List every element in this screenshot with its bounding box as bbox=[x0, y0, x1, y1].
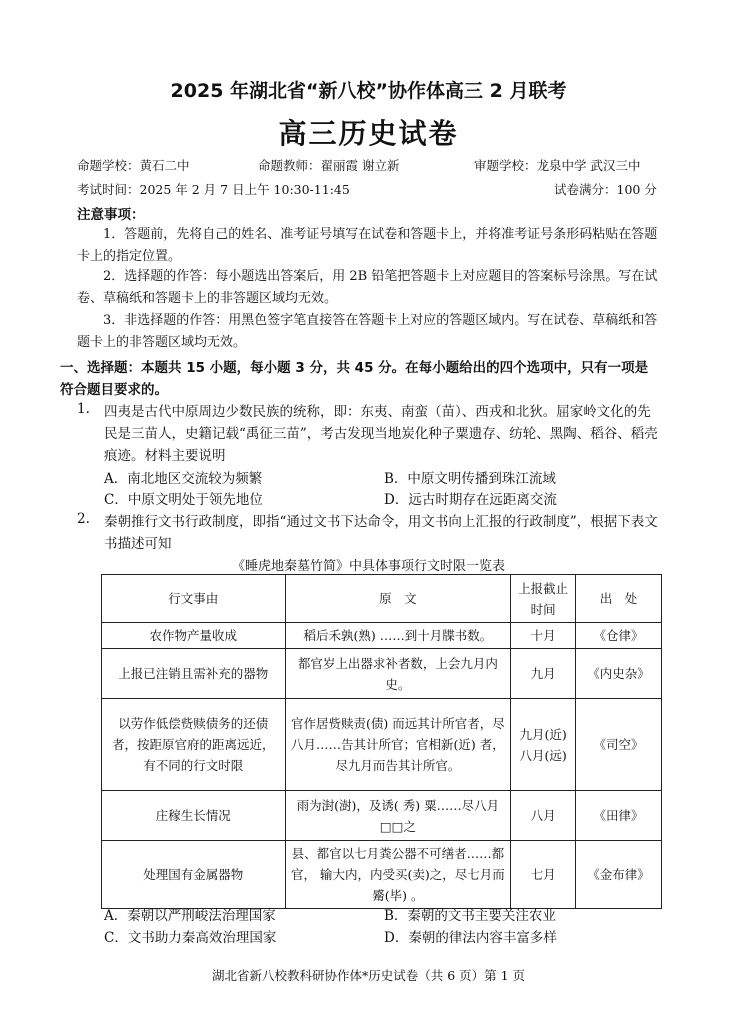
meta-teacher: 命题教师：翟丽霞 谢立新 bbox=[258, 158, 400, 173]
notes-heading: 注意事项： bbox=[77, 207, 145, 223]
meta-school: 命题学校：黄石二中 bbox=[77, 158, 190, 173]
option-a[interactable]: A．南北地区交流较为频繁 bbox=[104, 471, 263, 487]
question-stem: 四夷是古代中原周边少数民族的统称，即：东夷、南蛮（苗）、西戎和北狄。屈家岭文化的先民是三苗人，史籍记载“禹征三苗”，考古发现当地炭化种子粟遗存、纺轮、黑陶、稻谷、稻壳痕迹。材料主要说明 bbox=[104, 404, 658, 464]
section-heading: 一、选择题：本题共 15 小题，每小题 3 分，共 45 分。在每小题给出的四个选项中，只有一项是符合题目要求的。 bbox=[60, 360, 649, 398]
table-cell: 七月 bbox=[511, 841, 576, 909]
table-cell: 庄稼生长情况 bbox=[102, 791, 286, 841]
table-row bbox=[102, 649, 662, 699]
table-cell: 《司空》 bbox=[576, 699, 662, 791]
table-row bbox=[102, 841, 662, 909]
table-cell: 十月 bbox=[511, 623, 576, 649]
table-header: 出 处 bbox=[576, 575, 662, 623]
option-d[interactable]: D．秦朝的律法内容丰富多样 bbox=[384, 930, 557, 946]
note-item: 3．非选择题的作答：用黑色签字笔直接答在答题卡上对应的答题区域内。写在试卷、草稿纸和答题卡上的非答题区域均无效。 bbox=[77, 313, 658, 350]
table-cell: 九月 bbox=[511, 649, 576, 699]
document-table bbox=[101, 574, 662, 909]
question-number: 2. bbox=[77, 511, 90, 527]
table-header: 上报截止时间 bbox=[511, 575, 576, 623]
table-cell: 以劳作低偿赀赎债务的还债者，按距原官府的距离远近，有不同的行文时限 bbox=[102, 699, 286, 791]
meta-review: 审题学校：龙泉中学 武汉三中 bbox=[474, 158, 641, 173]
option-c[interactable]: C．中原文明处于领先地位 bbox=[104, 492, 263, 508]
table-cell: 《田律》 bbox=[576, 791, 662, 841]
exam-title: 2025 年湖北省“新八校”协作体高三 2 月联考 bbox=[170, 80, 567, 102]
table-cell: 上报已注销且需补充的器物 bbox=[102, 649, 286, 699]
option-c[interactable]: C．文书助力秦高效治理国家 bbox=[104, 930, 277, 946]
note-item: 2．选择题的作答：每小题选出答案后，用 2B 铅笔把答题卡上对应题目的答案标号涂黑。写在试卷、草稿纸和答题卡上的非答题区域均无效。 bbox=[77, 269, 658, 306]
question-stem: 秦朝推行文书行政制度，即指“通过文书下达命令，用文书向上汇报的行政制度”，根据下表文书描述可知 bbox=[104, 514, 658, 552]
table-cell: 九月(近)八月(远) bbox=[511, 699, 576, 791]
table-caption: 《睡虎地秦墓竹简》中具体事项行文时限一览表 bbox=[231, 559, 505, 574]
table-cell: 《仓律》 bbox=[576, 623, 662, 649]
option-d[interactable]: D．远古时期存在远距离交流 bbox=[384, 492, 557, 508]
table-header-row bbox=[102, 575, 662, 623]
option-b[interactable]: B．中原文明传播到珠江流域 bbox=[384, 471, 556, 487]
table-cell: 处理国有金属器物 bbox=[102, 841, 286, 909]
table-cell: 《内史杂》 bbox=[576, 649, 662, 699]
table-cell: 官作居赀赎责(债) 而远其计所官者，尽八月……告其计所官；官相新(近) 者， 尽九月而告其计所官。 bbox=[285, 699, 511, 791]
table-header: 原 文 bbox=[285, 575, 511, 623]
table-row bbox=[102, 623, 662, 649]
page-footer: 湖北省新八校教科研协作体*历史试卷（共 6 页）第 1 页 bbox=[211, 968, 526, 983]
table-cell: 《金布律》 bbox=[576, 841, 662, 909]
table-cell: 县、都官以七月粪公器不可缮者……都官， 输大内，内受买(卖)之，尽七月而觱(毕) 。 bbox=[285, 841, 511, 909]
meta-time: 考试时间：2025 年 2 月 7 日上午 10:30-11:45 bbox=[77, 182, 350, 197]
table-cell: 稻后禾孰(熟) ……到十月牒书数。 bbox=[285, 623, 511, 649]
option-b[interactable]: B．秦朝的文书主要关注农业 bbox=[384, 908, 556, 924]
table-cell: 雨为湗(澍)，及诱( 秀) 粟……尽八月□□之 bbox=[285, 791, 511, 841]
table-cell: 都官岁上出器求补者数，上会九月内史。 bbox=[285, 649, 511, 699]
exam-subtitle: 高三历史试卷 bbox=[278, 117, 459, 150]
table-cell: 八月 bbox=[511, 791, 576, 841]
table-row bbox=[102, 699, 662, 791]
table-cell: 农作物产量收成 bbox=[102, 623, 286, 649]
table-header: 行文事由 bbox=[102, 575, 286, 623]
option-a[interactable]: A．秦朝以严刑峻法治理国家 bbox=[104, 908, 276, 924]
meta-score: 试卷满分：100 分 bbox=[554, 182, 657, 197]
table-row bbox=[102, 791, 662, 841]
question-number: 1. bbox=[77, 401, 90, 417]
note-item: 1．答题前，先将自己的姓名、准考证号填写在试卷和答题卡上，并将准考证号条形码粘贴在答题卡上的指定位置。 bbox=[77, 227, 658, 264]
